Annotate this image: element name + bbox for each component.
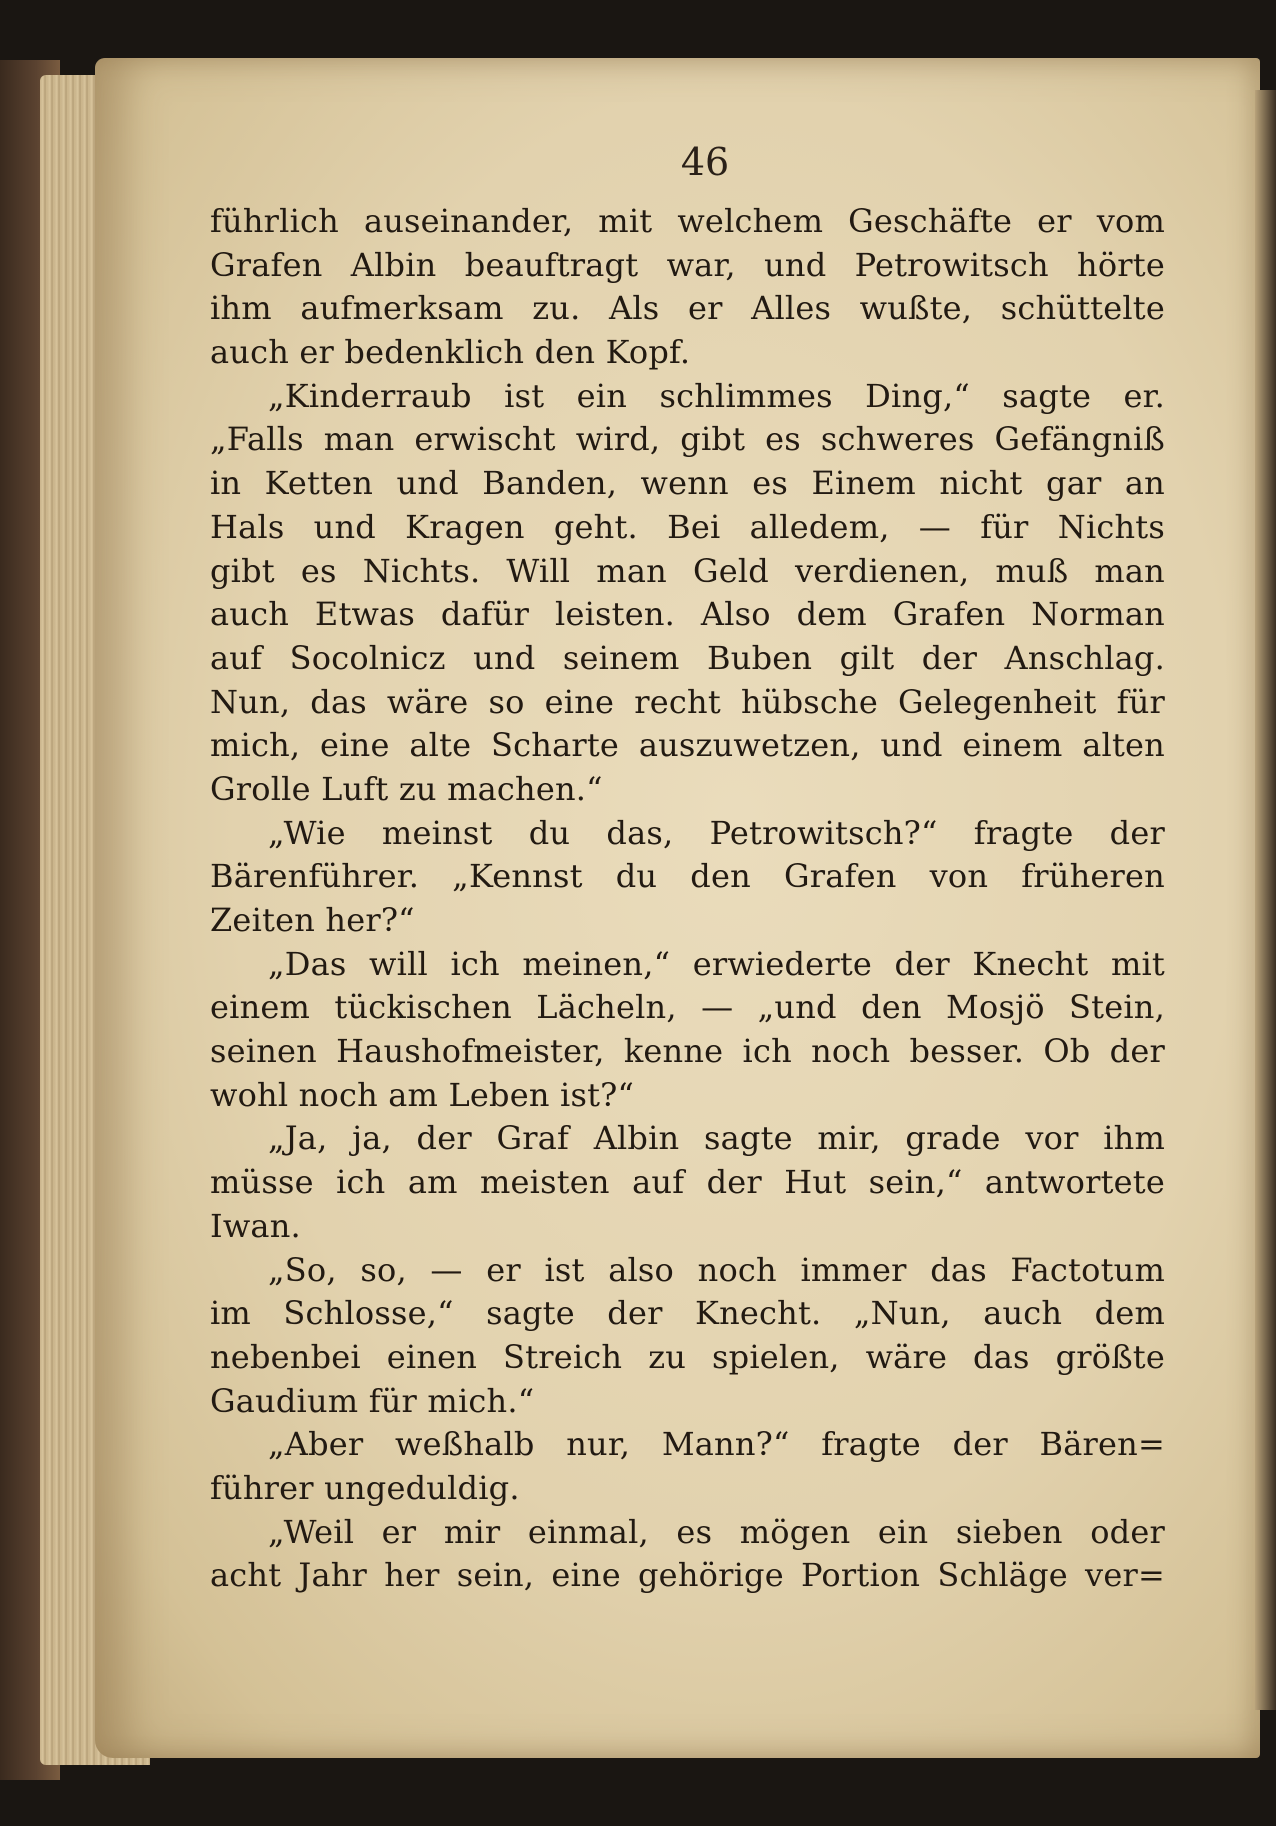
text-line: „Das will ich meinen,“ erwiederte der Knecht mit	[268, 944, 1165, 983]
text-line: „Ja, ja, der Graf Albin sagte mir, grade vor ihm	[268, 1119, 1165, 1158]
text-line: Bärenführer. „Kennst du den Grafen von früheren	[210, 857, 1165, 896]
body-text	[210, 200, 1165, 1598]
text-line: müsse ich am meisten auf der Hut sein,“ antwortete	[210, 1163, 1165, 1202]
text-line: auch er bedenklich den Kopf.	[210, 333, 691, 372]
text-line: Grafen Albin beauftragt war, und Petrowitsch hörte	[210, 245, 1165, 284]
text-line: wohl noch am Leben ist?“	[210, 1075, 635, 1114]
text-line: „So, so, — er ist also noch immer das Factotum	[268, 1250, 1165, 1289]
text-line: Nun, das wäre so eine recht hübsche Gelegenheit für	[210, 682, 1165, 721]
text-line: führlich auseinander, mit welchem Geschäfte er vom	[210, 202, 1165, 240]
text-line: „Kinderraub ist ein schlimmes Ding,“ sagte er.	[268, 376, 1165, 415]
text-line: Gaudium für mich.“	[210, 1381, 535, 1420]
text-line: mich, eine alte Scharte auszuwetzen, und einem alten	[210, 726, 1165, 765]
text-line: „Aber weßhalb nur, Mann?“ fragte der Bären=	[268, 1425, 1165, 1464]
text-line: Iwan.	[210, 1206, 301, 1245]
text-line: acht Jahr her sein, eine gehörige Portion Schläge ver=	[210, 1556, 1165, 1595]
text-line: Hals und Kragen geht. Bei alledem, — für Nichts	[210, 507, 1165, 546]
text-line: „Wie meinst du das, Petrowitsch?“ fragte der	[268, 813, 1165, 852]
text-line: Zeiten her?“	[210, 901, 415, 939]
text-line: gibt es Nichts. Will man Geld verdienen, muß man	[210, 551, 1165, 590]
text-line: im Schlosse,“ sagte der Knecht. „Nun, auch dem	[210, 1294, 1165, 1333]
text-line: führer ungeduldig.	[210, 1468, 520, 1507]
text-line: auch Etwas dafür leisten. Also dem Grafen Norman	[210, 595, 1165, 634]
text-line: „Falls man erwischt wird, gibt es schweres Gefängniß	[210, 420, 1165, 459]
text-line: „Weil er mir einmal, es mögen ein sieben oder	[268, 1512, 1165, 1551]
text-line: in Ketten und Banden, wenn es Einem nicht gar an	[210, 464, 1165, 503]
text-line: ihm aufmerksam zu. Als er Alles wußte, schüttelte	[210, 289, 1165, 328]
text-line: seinen Haushofmeister, kenne ich noch besser. Ob der	[210, 1032, 1165, 1071]
page-right-edge	[1255, 90, 1276, 1710]
text-line: nebenbei einen Streich zu spielen, wäre das größte	[210, 1337, 1165, 1376]
text-line: Grolle Luft zu machen.“	[210, 769, 603, 808]
text-line: einem tückischen Lächeln, — „und den Mosjö Stein,	[210, 988, 1165, 1027]
text-line: auf Socolnicz und seinem Buben gilt der Anschlag.	[210, 638, 1165, 677]
page-number: 46	[680, 140, 730, 184]
